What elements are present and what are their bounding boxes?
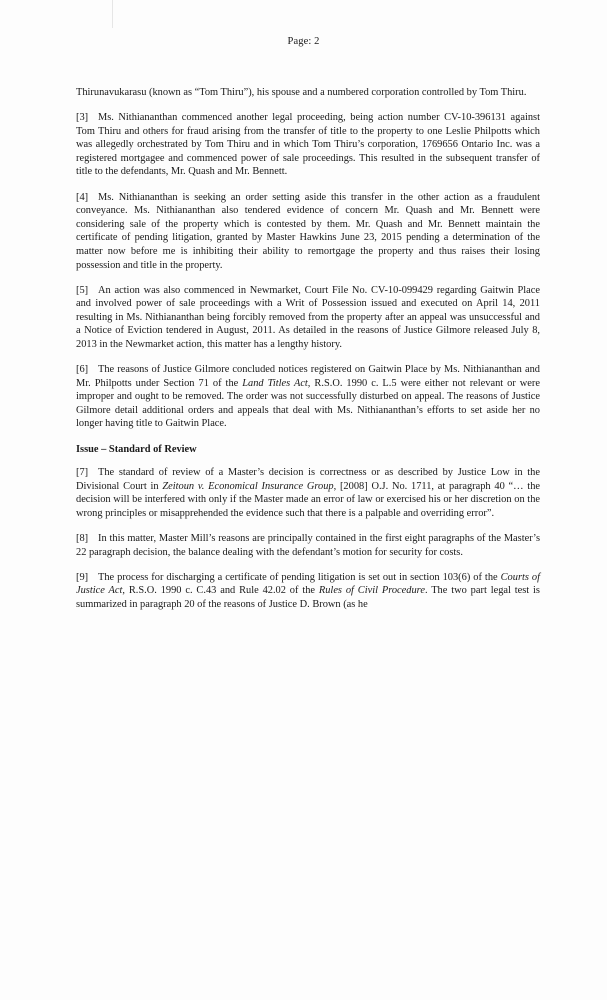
paragraph-number: [3] [76,112,89,124]
rules-citation: Rules of Civil Procedure [318,585,425,597]
paragraph-number: [6] [76,364,89,376]
paragraph-5 [76,284,540,352]
case-citation: Zeitoun v. Economical Insurance Group [162,480,334,492]
section-heading: Issue – Standard of Review [76,443,197,455]
paragraph-text-start: The standard of review of a Master’s decision is correctness or as described by Justice Low in the Divisional Court in [76,467,540,492]
paragraph-number: [8] [76,533,89,545]
paragraph-text: An action was also commenced in Newmarket, Court File No. CV-10-099429 regarding Gaitwin Place and involved power of sale proceedings with a Writ of Possession issued and executed on April 14, 2011 resulting in Ms. Nithiananthan being forcibly removed from the property after an appeal was unsuccessful and a Notice of Eviction tendered in August, 2011. As detailed in the reasons of Justice Gilmore released July 8, 2013 in the Newmarket action, this matter has a lengthy history. [76,284,540,350]
paragraph-8 [76,532,540,559]
paragraph-text-middle: , R.S.O. 1990 c. C.43 and Rule 42.02 of the [122,585,319,597]
scan-margin-line [112,0,113,28]
statute-citation: Courts of Justice Act [76,571,540,597]
paragraph-text-end: , [2008] O.J. No. 1711, at paragraph 40 “… the decision will be interfered with only if the Master made an error of law or exercised his or her discretion on the wrong principles or misapprehended the evidence such that there is a palpable and overriding error”. [76,480,541,519]
paragraph-9 [76,571,540,612]
paragraph-6 [76,363,540,431]
paragraph-number: [5] [76,284,89,296]
page-number-header: Page: 2 [287,36,320,47]
paragraph-text: In this matter, Master Mill’s reasons are principally contained in the first eight paragraphs of the Master’s 22 paragraph decision, the balance dealing with the defendant’s motion for security for costs. [76,533,540,558]
paragraph-text-start: The reasons of Justice Gilmore concluded notices registered on Gaitwin Place by Ms. Nithiananthan and Mr. Philpotts under Section 71 of the [76,364,540,389]
paragraph-4 [76,191,540,273]
paragraph-number: [7] [76,467,89,479]
paragraph-text-end: . The two part legal test is summarized in paragraph 20 of the reasons of Justice D. Brown (as he [76,585,540,610]
paragraph-continuation [76,86,540,100]
document-body [76,86,540,623]
paragraph-number: [4] [76,191,89,203]
paragraph-text-start: The process for discharging a certificate of pending litigation is set out in section 103(6) of the [98,571,501,583]
paragraph-7 [76,466,540,520]
paragraph-3 [76,111,540,179]
paragraph-text: Ms. Nithiananthan is seeking an order setting aside this transfer in the other action as a fraudulent conveyance. Ms. Nithiananthan also tendered evidence of concern Mr. Quash and Mr. Bennett were considering sale of the property which is contested by them. Mr. Quash and Mr. Bennett maintain the certificate of pending litigation, granted by Master Hawkins June 23, 2015 pending a determination of the matter now before me is inhibiting their ability to remortgage the property and thus raises their losing possession and title in the property. [76,191,540,271]
paragraph-number: [9] [76,571,89,583]
statute-citation: Land Titles Act, [242,377,311,389]
paragraph-text: Ms. Nithiananthan commenced another legal proceeding, being action number CV-10-396131 against Tom Thiru and others for fraud arising from the transfer of title to the property to one Leslie Philpotts which was allegedly orchestrated by Tom Thiru and in which Tom Thiru’s corporation, 1769656 Ontario Inc. was a registered mortgagee and commenced power of sale proceedings. This resulted in the subsequent transfer of title to the defendants, Mr. Quash and Mr. Bennett. [76,112,540,178]
paragraph-text-end: R.S.O. 1990 c. L.5 were either not relevant or were improper and ought to be removed. The order was not successfully disturbed on appeal. The reasons of Justice Gilmore detail additional orders and appeals that deal with Ms. Nithiananthan’s efforts to set aside her no longer having title to Gaitwin Place. [76,377,540,430]
paragraph-text: Thirunavukarasu (known as “Tom Thiru”), his spouse and a numbered corporation controlled by Tom Thiru. [76,87,527,98]
